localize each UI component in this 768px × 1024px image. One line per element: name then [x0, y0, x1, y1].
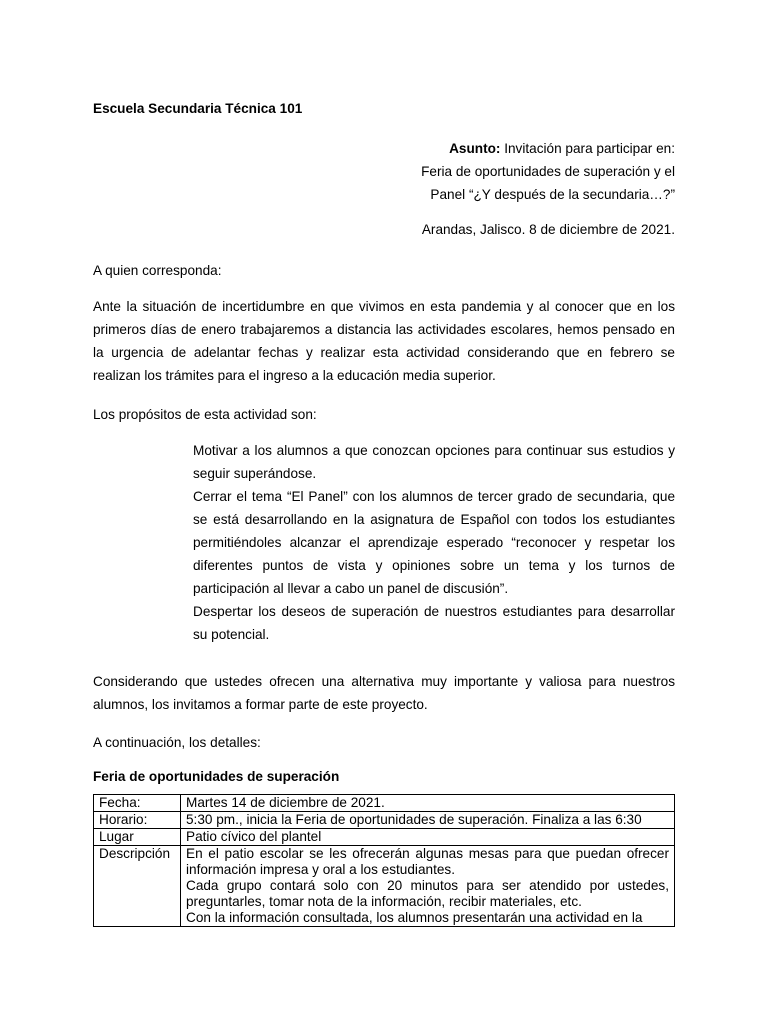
- description-line: En el patio escolar se les ofrecerán algunas mesas para que puedan ofrecer información impresa y oral a los estudiantes.: [186, 846, 669, 877]
- table-row: [94, 812, 675, 829]
- description-line: Con la información consultada, los alumnos presentarán una actividad en la: [186, 910, 643, 925]
- purpose-item: Despertar los deseos de superación de nuestros estudiantes para desarrollar su potencial.: [193, 604, 675, 642]
- table-row: [94, 829, 675, 846]
- description-line: Cada grupo contará solo con 20 minutos para ser atendido por ustedes, preguntarles, tomar nota de la información, recibir materiales, etc.: [186, 878, 669, 909]
- feria-title: Feria de oportunidades de superación: [93, 769, 340, 784]
- letter-date: Arandas, Jalisco. 8 de diciembre de 2021.: [421, 222, 675, 237]
- subject-label: Asunto:: [449, 141, 501, 156]
- school-name: Escuela Secundaria Técnica 101: [93, 101, 303, 116]
- subject-line-1: [421, 137, 675, 160]
- row-key: Fecha:: [94, 795, 181, 812]
- intro-paragraph: Ante la situación de incertidumbre en que vivimos en esta pandemia y al conocer que en los primeros días de enero trabajaremos a distancia las actividades escolares, hemos pensado en la urgencia de adelantar fechas y realizar esta actividad considerando que en febrero se realizan los trámites para el ingreso a la educación media superior.: [93, 299, 675, 383]
- row-value: 5:30 pm., inicia la Feria de oportunidades de superación. Finaliza a las 6:30: [181, 812, 675, 829]
- closing-paragraph: Considerando que ustedes ofrecen una alternativa muy importante y valiosa para nuestros alumnos, los invitamos a formar parte de este proyecto.: [93, 674, 675, 712]
- description-cell: [181, 846, 675, 927]
- row-key: Descripción: [94, 846, 181, 927]
- table-row: [94, 795, 675, 812]
- row-value: Patio cívico del plantel: [181, 829, 675, 846]
- greeting: A quien corresponda:: [93, 263, 222, 278]
- purpose-item: Cerrar el tema “El Panel” con los alumnos de tercer grado de secundaria, que se está desarrollando en la asignatura de Español con todos los estudiantes permitiéndoles alcanzar el aprendizaje esperado “reconocer y respetar los diferentes puntos de vista y opiniones sobre un tema y los turnos de participación al llevar a cabo un panel de discusión”.: [193, 489, 675, 596]
- subject-block: [421, 137, 675, 206]
- feria-table: [93, 794, 675, 927]
- subject-text: Invitación para participar en:: [504, 141, 675, 156]
- purposes-list: [193, 439, 675, 646]
- row-key: Horario:: [94, 812, 181, 829]
- table-row: [94, 846, 675, 927]
- subject-line-3: Panel “¿Y después de la secundaria…?”: [430, 187, 675, 202]
- purpose-item: Motivar a los alumnos a que conozcan opciones para continuar sus estudios y seguir superándose.: [193, 443, 675, 481]
- details-intro: A continuación, los detalles:: [93, 735, 261, 750]
- row-value: Martes 14 de diciembre de 2021.: [181, 795, 675, 812]
- purposes-intro: Los propósitos de esta actividad son:: [93, 407, 317, 422]
- subject-line-2: Feria de oportunidades de superación y el: [421, 164, 675, 179]
- row-key: Lugar: [94, 829, 181, 846]
